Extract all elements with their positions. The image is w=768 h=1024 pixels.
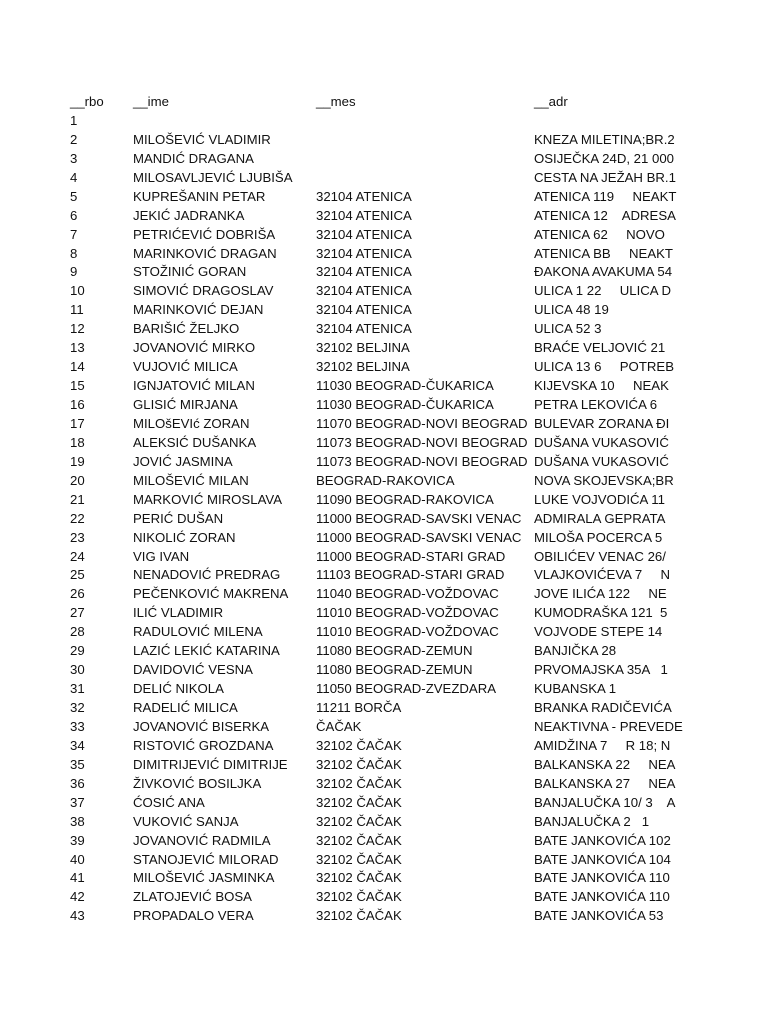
cell-ime: MARINKOVIĆ DEJAN [133,302,264,318]
cell-mes: 11040 BEOGRAD-VOŽDOVAC [316,586,499,602]
table-row [0,775,768,794]
cell-mes: 11090 BEOGRAD-RAKOVICA [316,491,494,507]
cell-mes: 32102 ČAČAK [316,908,402,924]
cell-ime: ZLATOJEVIĆ BOSA [133,889,252,905]
cell-ime: DELIĆ NIKOLA [133,681,224,697]
cell-ime: PROPADALO VERA [133,908,254,924]
cell-ime: JOVANOVIĆ BISERKA [133,718,270,734]
cell-ime: SIMOVIĆ DRAGOSLAV [133,283,274,299]
cell-ime: GLISIĆ MIRJANA [133,397,238,412]
cell-ime: RADULOVIĆ MILENA [133,624,263,640]
cell-ime: JOVANOVIĆ RADMILA [133,832,271,848]
cell-adr: PRVOMAJSKA 35A 1 [534,662,668,678]
cell-adr: VLAJKOVIĆEVA 7 N [534,567,671,583]
cell-rbo: 29 [70,643,85,659]
cell-rbo: 17 [70,415,85,431]
cell-rbo: 18 [70,434,85,450]
cell-rbo: 19 [70,453,85,469]
cell-ime: MILOSAVLJEVIĆ LJUBIŠA [133,169,293,185]
cell-rbo: 14 [70,359,85,375]
table-row [0,699,768,718]
cell-adr: JOVE ILIĆA 122 NE [534,586,667,602]
header-ime: __ime [133,94,169,109]
table-row [0,207,768,226]
cell-mes: ČAČAK [316,718,362,734]
cell-mes: 32104 ATENICA [316,302,412,318]
table-row [0,282,768,301]
table-row [0,396,768,415]
cell-ime: STANOJEVIĆ MILORAD [133,851,279,867]
cell-ime: STOŽINIĆ GORAN [133,264,247,280]
cell-mes: 11010 BEOGRAD-VOŽDOVAC [316,624,499,640]
cell-ime: MANDIĆ DRAGANA [133,150,254,166]
cell-mes: 11000 BEOGRAD-STARI GRAD [316,548,506,564]
cell-adr: NEAKTIVNA - PREVEDE [534,718,683,734]
cell-adr: KUMODRAŠKA 121 5 [534,605,668,621]
cell-ime: VUJOVIĆ MILICA [133,359,238,375]
cell-rbo: 20 [70,472,85,488]
cell-mes: 11103 BEOGRAD-STARI GRAD [316,567,505,583]
cell-mes: 32102 ČAČAK [316,813,402,829]
cell-ime: PERIĆ DUŠAN [133,510,224,526]
cell-mes: 11030 BEOGRAD-ČUKARICA [316,378,494,394]
cell-ime: ILIĆ VLADIMIR [133,605,224,621]
cell-ime: RADELIĆ MILICA [133,700,238,715]
cell-adr: ADMIRALA GEPRATA [534,510,666,526]
cell-ime: VUKOVIĆ SANJA [133,813,239,829]
cell-mes: 32102 ČAČAK [316,775,402,791]
cell-mes: 32102 ČAČAK [316,832,402,848]
table-row [0,661,768,680]
table-row [0,415,768,434]
cell-adr: ULICA 1 22 ULICA D [534,283,672,299]
cell-adr: KUBANSKA 1 [534,681,617,697]
cell-adr: ULICA 48 19 [534,302,609,318]
cell-ime: PETRIĆEVIĆ DOBRIŠA [133,226,276,242]
cell-rbo: 37 [70,794,85,810]
cell-rbo: 38 [70,813,85,829]
cell-rbo: 39 [70,832,85,848]
cell-ime: MARKOVIĆ MIROSLAVA [133,491,282,507]
cell-ime: MILOŠEVIĆ MILAN [133,472,249,488]
cell-mes: 11080 BEOGRAD-ZEMUN [316,662,473,678]
cell-mes: 32102 BELJINA [316,340,410,356]
cell-rbo: 9 [70,264,78,280]
table-row [0,169,768,188]
cell-rbo: 16 [70,397,85,412]
cell-mes: 32102 ČAČAK [316,889,402,905]
cell-adr: BRANKA RADIČEVIĆA [534,700,672,715]
cell-adr: DUŠANA VUKASOVIĆ [534,453,669,469]
cell-rbo: 12 [70,321,85,337]
cell-mes: 32102 ČAČAK [316,794,402,810]
cell-mes: 11070 BEOGRAD-NOVI BEOGRAD [316,415,528,431]
cell-mes: 32104 ATENICA [316,207,412,223]
cell-rbo: 40 [70,851,85,867]
table-row [0,737,768,756]
cell-rbo: 36 [70,775,85,791]
header-rbo: __rbo [70,94,104,109]
cell-mes: 32102 ČAČAK [316,851,402,867]
table-row [0,888,768,907]
cell-adr: BALKANSKA 22 NEA [534,756,676,772]
cell-mes: 11080 BEOGRAD-ZEMUN [316,643,473,659]
cell-adr: AMIDŽINA 7 R 18; N [534,737,671,753]
cell-adr: KNEZA MILETINA;BR.2 [534,131,675,147]
cell-mes: 11073 BEOGRAD-NOVI BEOGRAD [316,453,528,469]
table-row [0,623,768,642]
cell-rbo: 33 [70,718,85,734]
cell-mes: 32104 ATENICA [316,283,412,299]
cell-rbo: 1 [70,112,78,128]
cell-adr: BANJALUČKA 10/ 3 A [534,794,676,810]
cell-adr: PETRA LEKOVIĆA 6 [534,397,658,412]
cell-rbo: 23 [70,529,85,545]
cell-ime: ALEKSIĆ DUŠANKA [133,434,257,450]
cell-adr: BULEVAR ZORANA ĐI [534,415,670,431]
cell-rbo: 43 [70,908,85,924]
table-row [0,245,768,264]
cell-ime: JEKIĆ JADRANKA [133,207,245,223]
cell-adr: NOVA SKOJEVSKA;BR [534,472,674,488]
cell-rbo: 6 [70,207,78,223]
cell-adr: ULICA 13 6 POTREB [534,359,674,375]
cell-adr: BATE JANKOVIĆA 53 [534,908,664,924]
cell-rbo: 8 [70,245,78,261]
cell-adr: OBILIĆEV VENAC 26/ [534,548,666,564]
table-row [0,358,768,377]
table-row [0,226,768,245]
table-row [0,548,768,567]
cell-mes: 32104 ATENICA [316,264,412,280]
cell-rbo: 30 [70,662,85,678]
cell-rbo: 5 [70,188,78,204]
cell-adr: BANJALUČKA 2 1 [534,813,650,829]
table-row [0,680,768,699]
table-row [0,907,768,926]
table-row [0,377,768,396]
cell-ime: NENADOVIĆ PREDRAG [133,567,281,583]
cell-mes: 32102 ČAČAK [316,737,402,753]
header-row [0,93,768,112]
table-row [0,718,768,737]
table-row [0,188,768,207]
table-row [0,869,768,888]
table-row [0,339,768,358]
cell-ime: KUPREŠANIN PETAR [133,188,266,204]
cell-adr: BALKANSKA 27 NEA [534,775,676,791]
cell-rbo: 24 [70,548,85,564]
cell-adr: CESTA NA JEŽAH BR.1 [534,169,676,185]
cell-ime: IGNJATOVIĆ MILAN [133,378,255,394]
cell-adr: ATENICA 62 NOVO [534,226,665,242]
cell-ime: NIKOLIĆ ZORAN [133,529,236,545]
cell-rbo: 41 [70,870,85,886]
cell-ime: PEČENKOVIĆ MAKRENA [133,586,289,602]
cell-ime: RISTOVIĆ GROZDANA [133,737,274,753]
cell-mes: 11211 BORČA [316,700,402,715]
table-row [0,510,768,529]
cell-mes: 11010 BEOGRAD-VOŽDOVAC [316,605,499,621]
table-row [0,434,768,453]
table-row [0,832,768,851]
cell-rbo: 10 [70,283,85,299]
cell-rbo: 32 [70,700,85,715]
table-row [0,453,768,472]
cell-ime: JOVANOVIĆ MIRKO [133,340,256,356]
cell-mes: 11050 BEOGRAD-ZVEZDARA [316,681,497,697]
cell-mes: BEOGRAD-RAKOVICA [316,472,455,488]
cell-mes: 32102 BELJINA [316,359,410,375]
cell-adr: KIJEVSKA 10 NEAK [534,378,669,394]
cell-mes: 32102 ČAČAK [316,756,402,772]
table-row [0,851,768,870]
cell-rbo: 25 [70,567,85,583]
cell-adr: ĐAKONA AVAKUMA 54 [534,264,673,280]
table-row [0,813,768,832]
cell-adr: MILOŠA POCERCA 5 [534,529,663,545]
cell-rbo: 28 [70,624,85,640]
table-body [0,112,768,926]
cell-rbo: 7 [70,226,78,242]
cell-adr: BATE JANKOVIĆA 110 [534,889,670,905]
cell-rbo: 4 [70,169,78,185]
table-row [0,472,768,491]
cell-adr: DUŠANA VUKASOVIĆ [534,434,669,450]
table-row [0,529,768,548]
cell-rbo: 3 [70,150,78,166]
table-row [0,604,768,623]
cell-rbo: 42 [70,889,85,905]
cell-adr: ATENICA BB NEAKT [534,245,673,261]
cell-mes: 11000 BEOGRAD-SAVSKI VENAC [316,529,522,545]
table-row [0,756,768,775]
cell-ime: MARINKOVIĆ DRAGAN [133,245,277,261]
cell-adr: BATE JANKOVIĆA 104 [534,851,671,867]
cell-ime: MILOšEVIć ZORAN [133,415,250,431]
cell-ime: ŽIVKOVIĆ BOSILJKA [133,775,262,791]
cell-mes: 11030 BEOGRAD-ČUKARICA [316,397,494,412]
cell-adr: OSIJEČKA 24D, 21 000 [534,150,675,166]
cell-mes: 11073 BEOGRAD-NOVI BEOGRAD [316,434,528,450]
cell-rbo: 31 [70,681,85,697]
table-row [0,301,768,320]
table-row [0,585,768,604]
cell-mes: 32102 ČAČAK [316,870,402,886]
cell-adr: LUKE VOJVODIĆA 11 [534,491,665,507]
cell-rbo: 21 [70,491,85,507]
cell-mes: 32104 ATENICA [316,245,412,261]
cell-ime: ĆOSIĆ ANA [133,794,205,810]
table-row [0,566,768,585]
cell-rbo: 35 [70,756,85,772]
cell-mes: 32104 ATENICA [316,321,412,337]
table-row [0,112,768,131]
cell-rbo: 11 [70,302,84,318]
spreadsheet [0,93,768,926]
header-adr: __adr [534,94,568,109]
cell-ime: VIG IVAN [133,548,190,564]
table-row [0,320,768,339]
cell-adr: ULICA 52 3 [534,321,602,337]
cell-rbo: 2 [70,131,78,147]
table-row [0,263,768,282]
cell-adr: BRAĆE VELJOVIĆ 21 [534,340,666,356]
cell-adr: BANJIČKA 28 [534,643,617,659]
table-row [0,491,768,510]
table-row [0,131,768,150]
cell-rbo: 27 [70,605,85,621]
table-row [0,794,768,813]
table-row [0,150,768,169]
cell-ime: MILOŠEVIĆ VLADIMIR [133,131,271,147]
cell-adr: BATE JANKOVIĆA 110 [534,870,670,886]
cell-adr: ATENICA 119 NEAKT [534,188,677,204]
cell-ime: JOVIĆ JASMINA [133,453,233,469]
cell-adr: BATE JANKOVIĆA 102 [534,832,671,848]
cell-adr: ATENICA 12 ADRESA [534,207,676,223]
cell-ime: BARIŠIĆ ŽELJKO [133,321,240,337]
cell-rbo: 26 [70,586,85,602]
cell-ime: DIMITRIJEVIĆ DIMITRIJE [133,756,288,772]
cell-mes: 32104 ATENICA [316,226,412,242]
table-row [0,642,768,661]
cell-ime: LAZIĆ LEKIĆ KATARINA [133,643,280,659]
header-mes: __mes [316,94,356,109]
cell-mes: 32104 ATENICA [316,188,412,204]
cell-ime: DAVIDOVIĆ VESNA [133,662,253,678]
cell-rbo: 22 [70,510,85,526]
cell-rbo: 34 [70,737,85,753]
cell-mes: 11000 BEOGRAD-SAVSKI VENAC [316,510,522,526]
cell-ime: MILOŠEVIĆ JASMINKA [133,870,275,886]
cell-adr: VOJVODE STEPE 14 [534,624,663,640]
cell-rbo: 15 [70,378,85,394]
cell-rbo: 13 [70,340,85,356]
